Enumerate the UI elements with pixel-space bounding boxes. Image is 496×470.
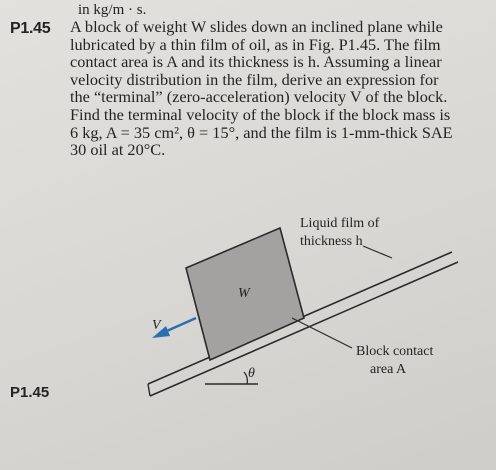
velocity-label: V — [152, 318, 161, 333]
film-label-line1: Liquid film of — [300, 216, 380, 231]
units-line: in kg/m · s. — [78, 2, 147, 18]
figure-caption: P1.45 — [10, 384, 50, 401]
contact-leader-line — [292, 318, 352, 348]
angle-label: θ — [248, 366, 255, 381]
film-label-line2: thickness h — [300, 234, 363, 249]
problem-line: velocity distribution in the film, derive an expression for — [70, 69, 439, 89]
angle-arc — [244, 372, 247, 384]
block-weight-label: W — [238, 286, 250, 301]
film-leader-line — [363, 246, 392, 258]
contact-label-line2: area A — [370, 362, 407, 377]
problem-line: A block of weight W slides down an inclined plane while — [70, 17, 443, 36]
problem-line: Find the terminal velocity of the block if the block mass is — [70, 104, 451, 124]
problem-line: the “terminal” (zero-acceleration) velocity V of the block. — [70, 87, 448, 107]
problem-line: contact area is A and its thickness is h. Assuming a linear — [70, 52, 442, 72]
contact-label-line1: Block contact — [356, 344, 434, 359]
problem-number: P1.45 — [10, 20, 51, 37]
problem-line: lubricated by a thin film of oil, as in Fig. P1.45. The film — [70, 34, 441, 54]
plane-end — [148, 384, 150, 396]
problem-line: 30 oil at 20°C. — [70, 140, 166, 160]
problem-line: 6 kg, A = 35 cm², θ = 15°, and the film is 1-mm-thick SAE — [70, 122, 453, 142]
